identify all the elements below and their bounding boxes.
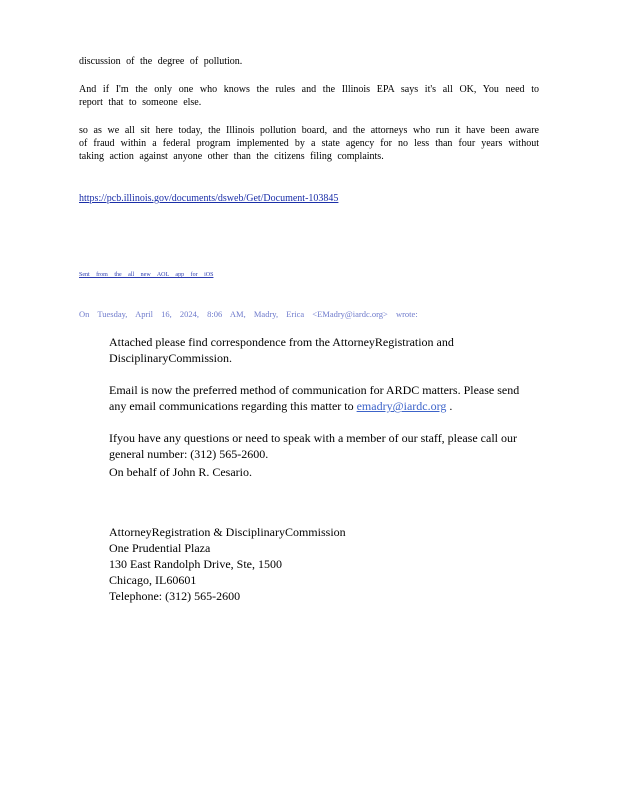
signature-block bbox=[109, 524, 529, 604]
quote-header: On Tuesday, April 16, 2024, 8:06 AM, Madry, Erica <EMadry@iardc.org> wrote: bbox=[79, 309, 418, 319]
quoted-email-text-after: . bbox=[446, 399, 453, 413]
signature-telephone: Telephone: (312) 565-2600 bbox=[109, 589, 241, 603]
signature-street: 130 East Randolph Drive, Ste, 1500 bbox=[109, 557, 282, 571]
ardc-email-link[interactable]: emadry@iardc.org bbox=[356, 399, 447, 413]
signature-city: Chicago, IL60601 bbox=[109, 573, 197, 587]
signature-organization: AttorneyRegistration & DisciplinaryCommission bbox=[109, 525, 346, 539]
sent-from-aol-link[interactable]: Sent from the all new AOL app for iOS bbox=[79, 272, 214, 278]
quoted-paragraph-attached: Attached please find correspondence from the AttorneyRegistration and DisciplinaryCommission. bbox=[109, 335, 454, 365]
body-paragraph-rules: And if I'm the only one who knows the rules and the Illinois EPA says it's all OK, You need to report that to someone else. bbox=[79, 84, 539, 108]
pcb-document-link[interactable]: https://pcb.illinois.gov/documents/dsweb/Get/Document-103845 bbox=[79, 193, 339, 204]
signature-building: One Prudential Plaza bbox=[109, 541, 211, 555]
quoted-email-text-before: Email is now the preferred method of communication for ARDC matters. Please send any email communications regarding this matter to bbox=[109, 383, 520, 413]
quoted-paragraph-questions: Ifyou have any questions or need to speak with a member of our staff, please call our general number: (312) 565-2600. bbox=[109, 431, 517, 461]
body-paragraph-board: so as we all sit here today, the Illinois pollution board, and the attorneys who run it have been aware of fraud within a federal program implemented by a state agency for no less than four years without taking action against anyone other than the citizens filing complaints. bbox=[79, 125, 539, 162]
quoted-paragraph-email bbox=[109, 382, 529, 414]
quoted-paragraph-behalf: On behalf of John R. Cesario. bbox=[109, 465, 252, 479]
body-paragraph-pollution: discussion of the degree of pollution. bbox=[79, 56, 243, 67]
